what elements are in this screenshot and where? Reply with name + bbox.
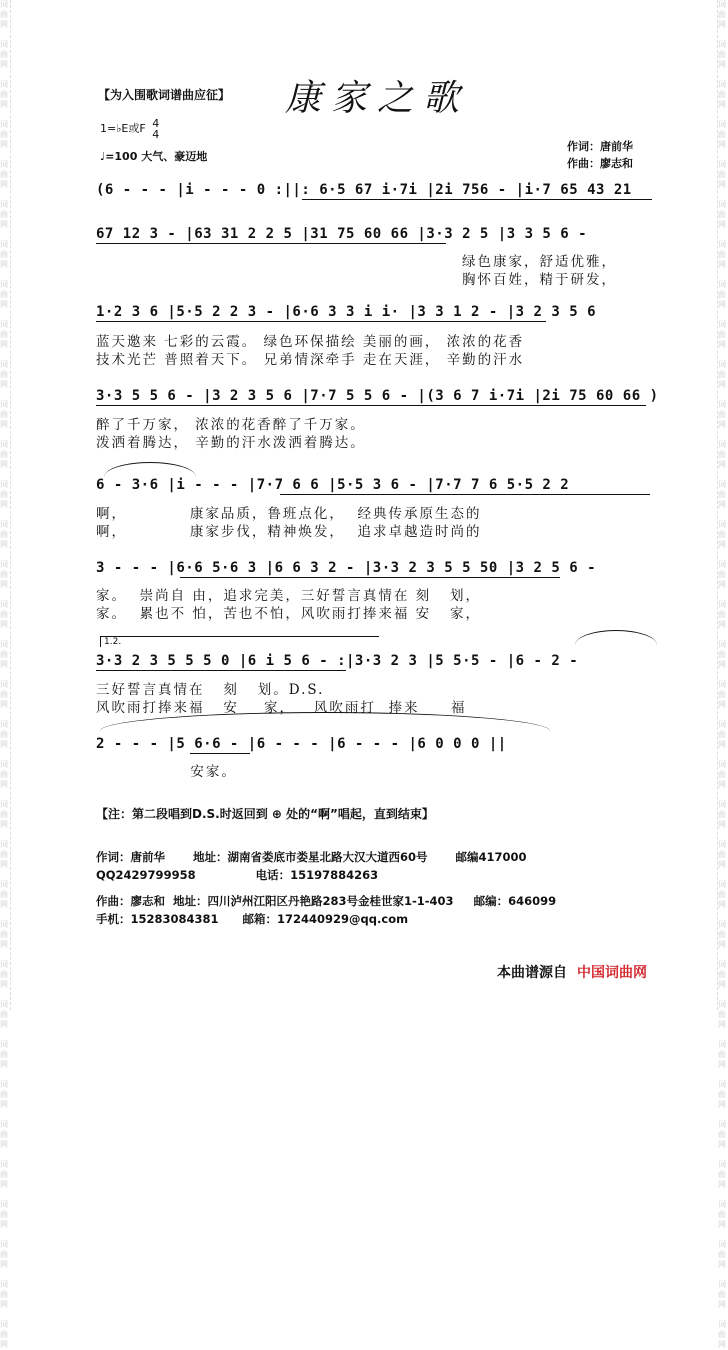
source-site-link[interactable]: 中国词曲网 xyxy=(577,965,647,981)
slur xyxy=(575,630,657,645)
lyric-line: 胸怀百姓，精于研发， xyxy=(462,272,617,288)
score-line-3: 1·2 3 6 |5·5 2 2 3 - |6·6 3 3 i i· |3 3 1 2 - |3 2 3 5 6 xyxy=(96,304,597,320)
score-line-4: 3·3 5 5 6 - |3 2 3 5 6 |7·7 5 5 6 - |(3 6 7 i·7i |2i 75 60 66 ) xyxy=(96,388,659,404)
lyric-line: 家。 崇尚自 由，追求完美，三好誓言真情在 刻 划， xyxy=(96,588,482,604)
credits xyxy=(567,138,633,172)
score-line-2: 67 12 3 - |63 31 2 2 5 |31 75 60 66 |3·3 2 5 |3 3 5 6 - xyxy=(96,226,588,242)
underline xyxy=(96,243,446,244)
lyric-line: 绿色康家，舒适优雅， xyxy=(462,254,617,270)
score-line-7: 3·3 2 3 5 5 5 0 |6 i 5 6 - :|3·3 2 3 |5 5·5 - |6 - 2 - xyxy=(96,653,579,669)
lyric-line: 泼洒着腾达， 辛勤的汗水泼洒着腾达。 xyxy=(96,435,366,451)
lyric-line: 啊， 康家品质，鲁班点化， 经典传承原生态的 xyxy=(96,506,482,522)
lyricist-phone: QQ2429799958 电话：15197884263 xyxy=(96,868,379,882)
lyric-line: 蓝天邀来 七彩的云霞。 绿色环保描绘 美丽的画， 浓浓的花香 xyxy=(96,334,525,350)
composer-phone: 手机：15283084381 邮箱：172440929@qq.com xyxy=(96,912,409,926)
time-bottom: 4 xyxy=(152,128,160,141)
underline xyxy=(96,405,646,406)
watermark-strip-left: 词 曲 网 词 曲 网 词 曲 网 词 曲 网 词 曲 网 词 曲 网 词 曲 网 词 曲 网 词 曲 网 词 曲 网 词 曲 网 词 曲 网 词 曲 网 词 曲 网 词 曲 网 词 曲 网 词 曲 网 词 曲 网 词 曲 网 词 曲 网 词 曲 网 词 曲 网 词 曲 网 词 曲 网 词 曲 网 词 曲 网 词 曲 网 词 曲 网 词 曲 网 词 曲 网 词 曲 网 词 曲 网 词 曲 网 词 曲 网 xyxy=(0,0,11,1010)
underline xyxy=(96,321,546,322)
source-prefix: 本曲谱源自 xyxy=(497,965,567,981)
underline xyxy=(302,199,652,200)
key-signature xyxy=(100,118,159,140)
submission-tag: 【为入围歌词谱曲应征】 xyxy=(98,88,231,102)
lyric-line: 啊， 康家步伐，精神焕发， 追求卓越造时尚的 xyxy=(96,524,482,540)
lyricist-contact: 作词：唐前华 地址：湖南省娄底市娄星北路大汉大道西60号 邮编417000 xyxy=(96,850,527,864)
score-line-8: 2 - - - |5 6·6 - |6 - - - |6 - - - |6 0 0 0 || xyxy=(96,736,507,752)
lyric-line: 技术光芒 普照着天下。 兄弟情深牵手 走在天涯， 辛勤的汗水 xyxy=(96,352,525,368)
volta-label: 1.2. xyxy=(104,637,122,647)
watermark-strip-right: 词 曲 网 词 曲 网 词 曲 网 词 曲 网 词 曲 网 词 曲 网 词 曲 网 词 曲 网 词 曲 网 词 曲 网 词 曲 网 词 曲 网 词 曲 网 词 曲 网 词 曲 网 词 曲 网 词 曲 网 词 曲 网 词 曲 网 词 曲 网 词 曲 网 词 曲 网 词 曲 网 词 曲 网 词 曲 网 词 曲 网 词 曲 网 词 曲 网 词 曲 网 词 曲 网 词 曲 网 词 曲 网 词 曲 网 词 曲 网 xyxy=(718,0,726,1349)
lyric-line: 安家。 xyxy=(96,764,237,780)
key-label: 1=♭E或F xyxy=(100,122,146,135)
underline xyxy=(280,494,650,495)
source-credit xyxy=(497,962,647,982)
performance-note: 【注：第二段唱到D.S.时返回到 ⊕ 处的“啊”唱起，直到结束】 xyxy=(96,807,434,821)
time-top: 4 xyxy=(152,117,160,130)
lyricist-credit: 作词：唐前华 xyxy=(567,140,633,153)
score-line-1: (6 - - - |i - - - 0 :||: 6·5 67 i·7i |2i 756 - |i·7 65 43 21 xyxy=(96,182,632,198)
volta-bracket xyxy=(100,636,379,647)
time-signature xyxy=(152,118,159,140)
score-line-5: 6 - 3·6 |i - - - |7·7 6 6 |5·5 3 6 - |7·7 7 6 5·5 2 2 xyxy=(96,477,570,493)
composer-contact: 作曲：廖志和 地址：四川泸州江阳区丹艳路283号金桂世家1-1-403 邮编：646099 xyxy=(96,894,557,908)
lyric-line: 风吹雨打捧来福 安 家， 风吹雨打 捧来 福 xyxy=(96,700,467,716)
lyric-line: 家。 累也不 怕，苦也不怕，风吹雨打捧来福 安 家， xyxy=(96,606,482,622)
underline xyxy=(190,753,250,754)
slur xyxy=(104,462,196,477)
composer-credit: 作曲：廖志和 xyxy=(567,157,633,170)
song-title: 康家之歌 xyxy=(285,78,470,119)
score-line-6: 3 - - - |6·6 5·6 3 |6 6 3 2 - |3·3 2 3 5 5 50 |3 2 5 6 - xyxy=(96,560,597,576)
underline xyxy=(180,577,560,578)
lyric-line: 醉了千万家， 浓浓的花香醉了千万家。 xyxy=(96,417,366,433)
tempo-marking: ♩=100 大气、豪迈地 xyxy=(100,150,208,163)
lyric-line: 三好誓言真情在 刻 划。D.S. xyxy=(96,682,325,698)
underline xyxy=(96,670,346,671)
